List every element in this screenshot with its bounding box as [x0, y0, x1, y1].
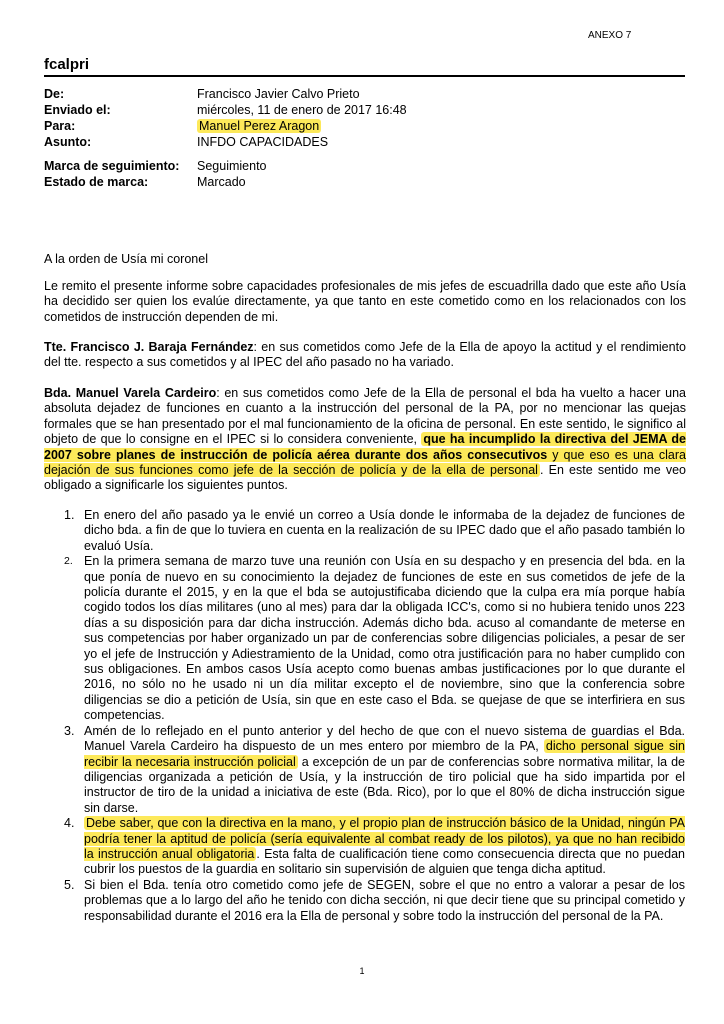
greeting: A la orden de Usía mi coronel — [44, 252, 208, 266]
intro-paragraph: Le remito el presente informe sobre capacidades profesionales de mis jefes de escuadrilla dado que este año Usía ha decidido ser quien los evalúe directamente, ya que tanto en este cometido como en los relacionados con los cometidos de instrucción dependen de mi. — [44, 279, 686, 324]
list-item: 5. Si bien el Bda. tenía otro cometido como jefe de SEGEN, sobre el que no entro a valorar a pesar de los problemas que a lo largo del año he tenido con dicha sección, ni que decir tiene que su principal cometido y responsabilidad durante el 2016 era la Ella de personal y sobre todo la instrucción del personal de la PA. — [64, 877, 685, 923]
list-item: 1. En enero del año pasado ya le envié un correo a Usía donde le informaba de la dejadez de funciones de dicho bda. a fin de que lo tuviera en cuenta en la realización de su IPEC dado que el año pasado también lo evaluó Usía. — [64, 508, 685, 553]
list-item: 4. Debe saber, que con la directiva en la mano, y el propio plan de instrucción básico de la Unidad, ningún PA podría tener la aptitud de policía (sería equivalente al combat ready de los pilotos), ya que no han recibido la instrucción anual obligatoria . Esta falta de cualificación tiene como consecuencia directa que no puedan cubrir los puestos de la guardia en solitario sin supervisión de alguien que tenga dicha aptitud. — [64, 816, 685, 877]
list-item: 3. Amén de lo reflejado en el punto anterior y del hecho de que con el nuevo sistema de guardias el Bda. Manuel Varela Cardeiro ha dispuesto de un mes entero por miembro de la PA, dicho personal sigue sin recibir la necesaria instrucción policial a excepción de un par de conferencias sobre normativa militar, la de diligencias organizada a petición de Usía, y la instrucción de tiro policial que ha sido impartida por el instructor de tiro de la unidad a iniciativa de este (Bda. Rico), por lo que el 80% de dicha instrucción sigue sin darse. — [64, 723, 685, 815]
from-value: Francisco Javier Calvo Prieto — [197, 87, 360, 101]
highlight-varela: que ha incumplido la directiva del JEMA de 2007 sobre planes de instrucción de policía aérea durante dos años consecutivos y que eso es una clara dejación de sus funciones como jefe de la sección de policía y de la ella de personal — [44, 432, 686, 478]
flag-label: Marca de seguimiento: — [44, 159, 180, 173]
to-value: Manuel Perez Aragon — [199, 119, 320, 133]
flag-status-value: Marcado — [197, 175, 246, 189]
sent-label: Enviado el: — [44, 103, 111, 117]
to-label: Para: — [44, 119, 76, 133]
annex-label: ANEXO 7 — [588, 30, 632, 41]
highlight-point-3: dicho personal sigue sin recibir la necesaria instrucción policial — [84, 739, 685, 769]
paragraph-baraja: Tte. Francisco J. Baraja Fernández: en sus cometidos como Jefe de la Ella de apoyo la actitud y el rendimiento del tte. respecto a sus cometidos y al IPEC del año pasado no ha variado. — [44, 340, 686, 370]
flag-value: Seguimiento — [197, 159, 267, 173]
paragraph-varela: Bda. Manuel Varela Cardeiro: en sus cometidos como Jefe de la Ella de personal el bda ha vuelto a hacer una absoluta dejadez de funciones en cuanto a la instrucción del personal de la PA, por no mencionar las quejas formales que se han presentado por el mal funcionamiento de la oficina de personal. En este sentido, le significo al objeto de que lo consigne en el IPEC si lo considera conveniente, que ha incumplido la directiva del JEMA de 2007 sobre planes de instrucción de policía aérea durante dos años consecutivos y que eso es una clara dejación de sus funciones como jefe de la sección de policía y de la ella de personal . En este sentido me veo obligado a significarle los siguientes puntos. — [44, 386, 687, 493]
sent-value: miércoles, 11 de enero de 2017 16:48 — [197, 103, 407, 117]
from-label: De: — [44, 87, 65, 101]
list-item: 2. En la primera semana de marzo tuve una reunión con Usía en su despacho y en presencia del bda. en la que ponía de nuevo en su conocimiento la dejadez de funciones de este en sus cometidos de jefe de la policía durante el 2015, y en la que el bda se autojustificaba diciendo que la culpa era mía porque había cogido todos los días militares (uno al mes) para dar la obligada ICC's, como si no hubiera tenido unos 223 días a su disposición para dar dicha instrucción. Además dicho bda. acuso al comandante de meterse en sus competencias por haber organizado un par de conferencias sobre diligencias policiales, a pesar de ser yo el jefe de Instrucción y Adiestramiento de la Unidad, como otra justificación para no haber cumplido con sus obligaciones. En ambos casos Usía acepto como buenas ambas justificaciones por lo que durante el 2016, no sólo no he usado ni un día militar excepto el de noviembre, sino que la conferencia sobre diligencias se dio a petición de Usía, sin que en este caso el Bda. se quejase de que se interfiriera en sus competencias. — [64, 554, 685, 723]
points-list — [44, 508, 685, 924]
page-number: 1 — [359, 966, 365, 976]
person-name-baraja: Tte. Francisco J. Baraja Fernández — [44, 340, 254, 354]
mailbox-owner: fcalpri — [44, 56, 90, 73]
subject-label: Asunto: — [44, 135, 92, 149]
person-name-varela: Bda. Manuel Varela Cardeiro — [44, 386, 217, 400]
flag-status-label: Estado de marca: — [44, 175, 149, 189]
header-rule — [44, 75, 685, 77]
highlight-point-4: Debe saber, que con la directiva en la mano, y el propio plan de instrucción básico de la Unidad, ningún PA podría tener la aptitud de policía (sería equivalente al combat ready de los pilotos), ya que no han recibido la instrucción anual obligatoria — [84, 816, 685, 861]
subject-value: INFDO CAPACIDADES — [197, 135, 329, 149]
